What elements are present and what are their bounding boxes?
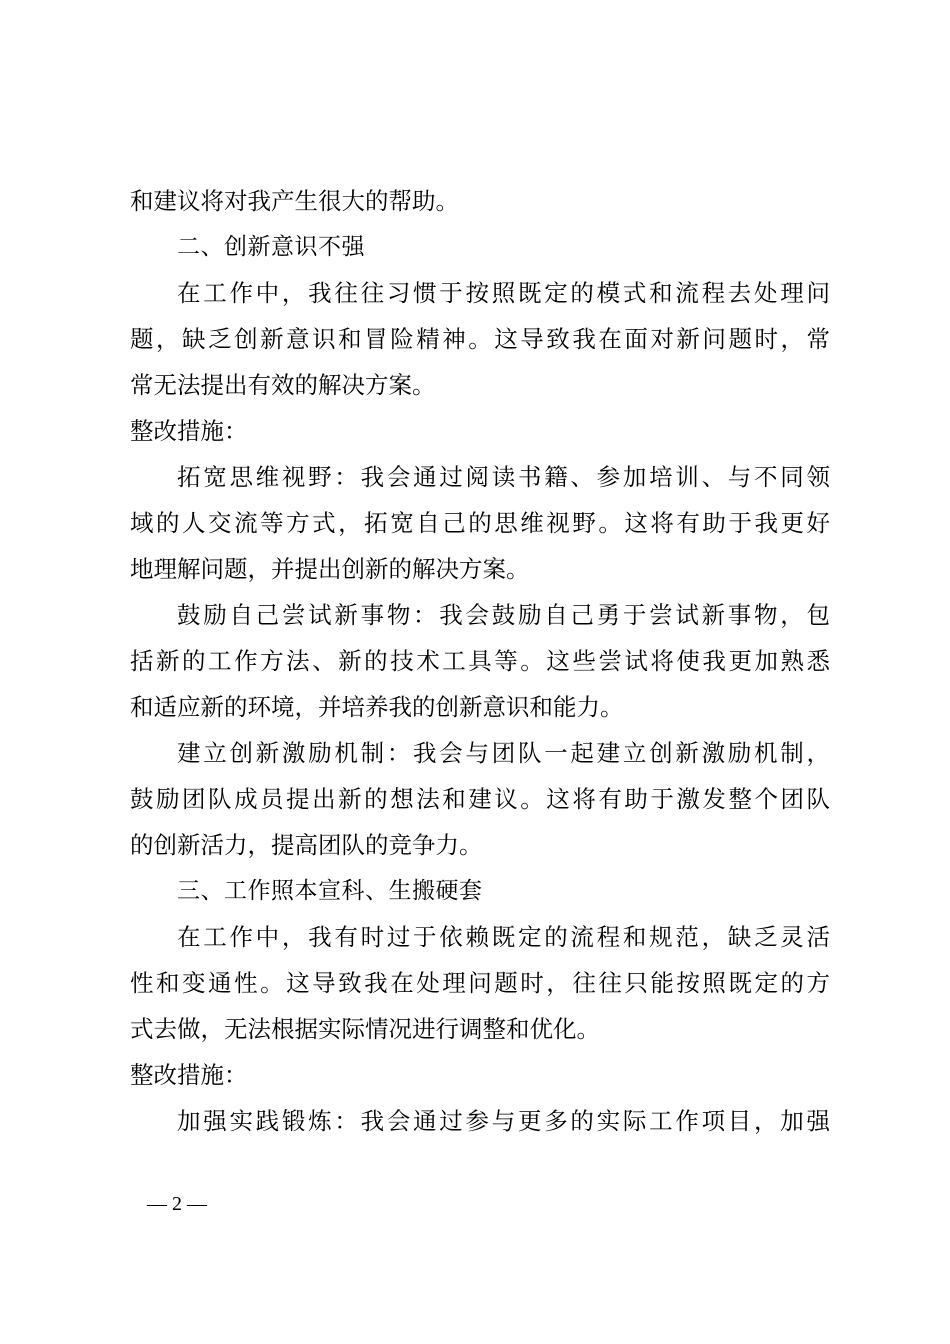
measures-label: 整改措施：: [130, 417, 248, 445]
paragraph-line: 在工作中，我往往习惯于按照既定的模式和流程去处理问: [177, 279, 830, 307]
paragraph-line: 在工作中，我有时过于依赖既定的流程和规范，缺乏灵活: [177, 923, 830, 951]
paragraph-line: 式去做，无法根据实际情况进行调整和优化。: [130, 1015, 600, 1043]
page-number: — 2 —: [147, 1193, 207, 1215]
paragraph-line: 性和变通性。这导致我在处理问题时，往往只能按照既定的方: [130, 969, 830, 997]
section-heading: 三、工作照本宣科、生搬硬套: [177, 878, 483, 904]
paragraph-line: 题，缺乏创新意识和冒险精神。这导致我在面对新问题时，常: [130, 325, 830, 353]
paragraph-line: 鼓励团队成员提出新的想法和建议。这将有助于激发整个团队: [130, 785, 830, 813]
paragraph-line: 加强实践锻炼：我会通过参与更多的实际工作项目，加强: [177, 1107, 830, 1135]
paragraph-line: 和建议将对我产生很大的帮助。: [130, 187, 459, 215]
paragraph-line: 的创新活力，提高团队的竞争力。: [130, 831, 483, 859]
paragraph-line: 域的人交流等方式，拓宽自己的思维视野。这将有助于我更好: [130, 509, 830, 537]
body-text: [130, 178, 830, 1144]
paragraph-line: 鼓励自己尝试新事物：我会鼓励自己勇于尝试新事物，包: [177, 601, 830, 629]
paragraph-line: 地理解问题，并提出创新的解决方案。: [130, 555, 530, 583]
measures-label: 整改措施：: [130, 1061, 248, 1089]
paragraph-line: 常无法提出有效的解决方案。: [130, 371, 436, 399]
paragraph-line: 和适应新的环境，并培养我的创新意识和能力。: [130, 693, 624, 721]
paragraph-line: 括新的工作方法、新的技术工具等。这些尝试将使我更加熟悉: [130, 647, 830, 675]
paragraph-line: 拓宽思维视野：我会通过阅读书籍、参加培训、与不同领: [177, 463, 830, 491]
section-heading: 二、创新意识不强: [177, 234, 365, 260]
paragraph-line: 建立创新激励机制：我会与团队一起建立创新激励机制，: [177, 739, 830, 767]
